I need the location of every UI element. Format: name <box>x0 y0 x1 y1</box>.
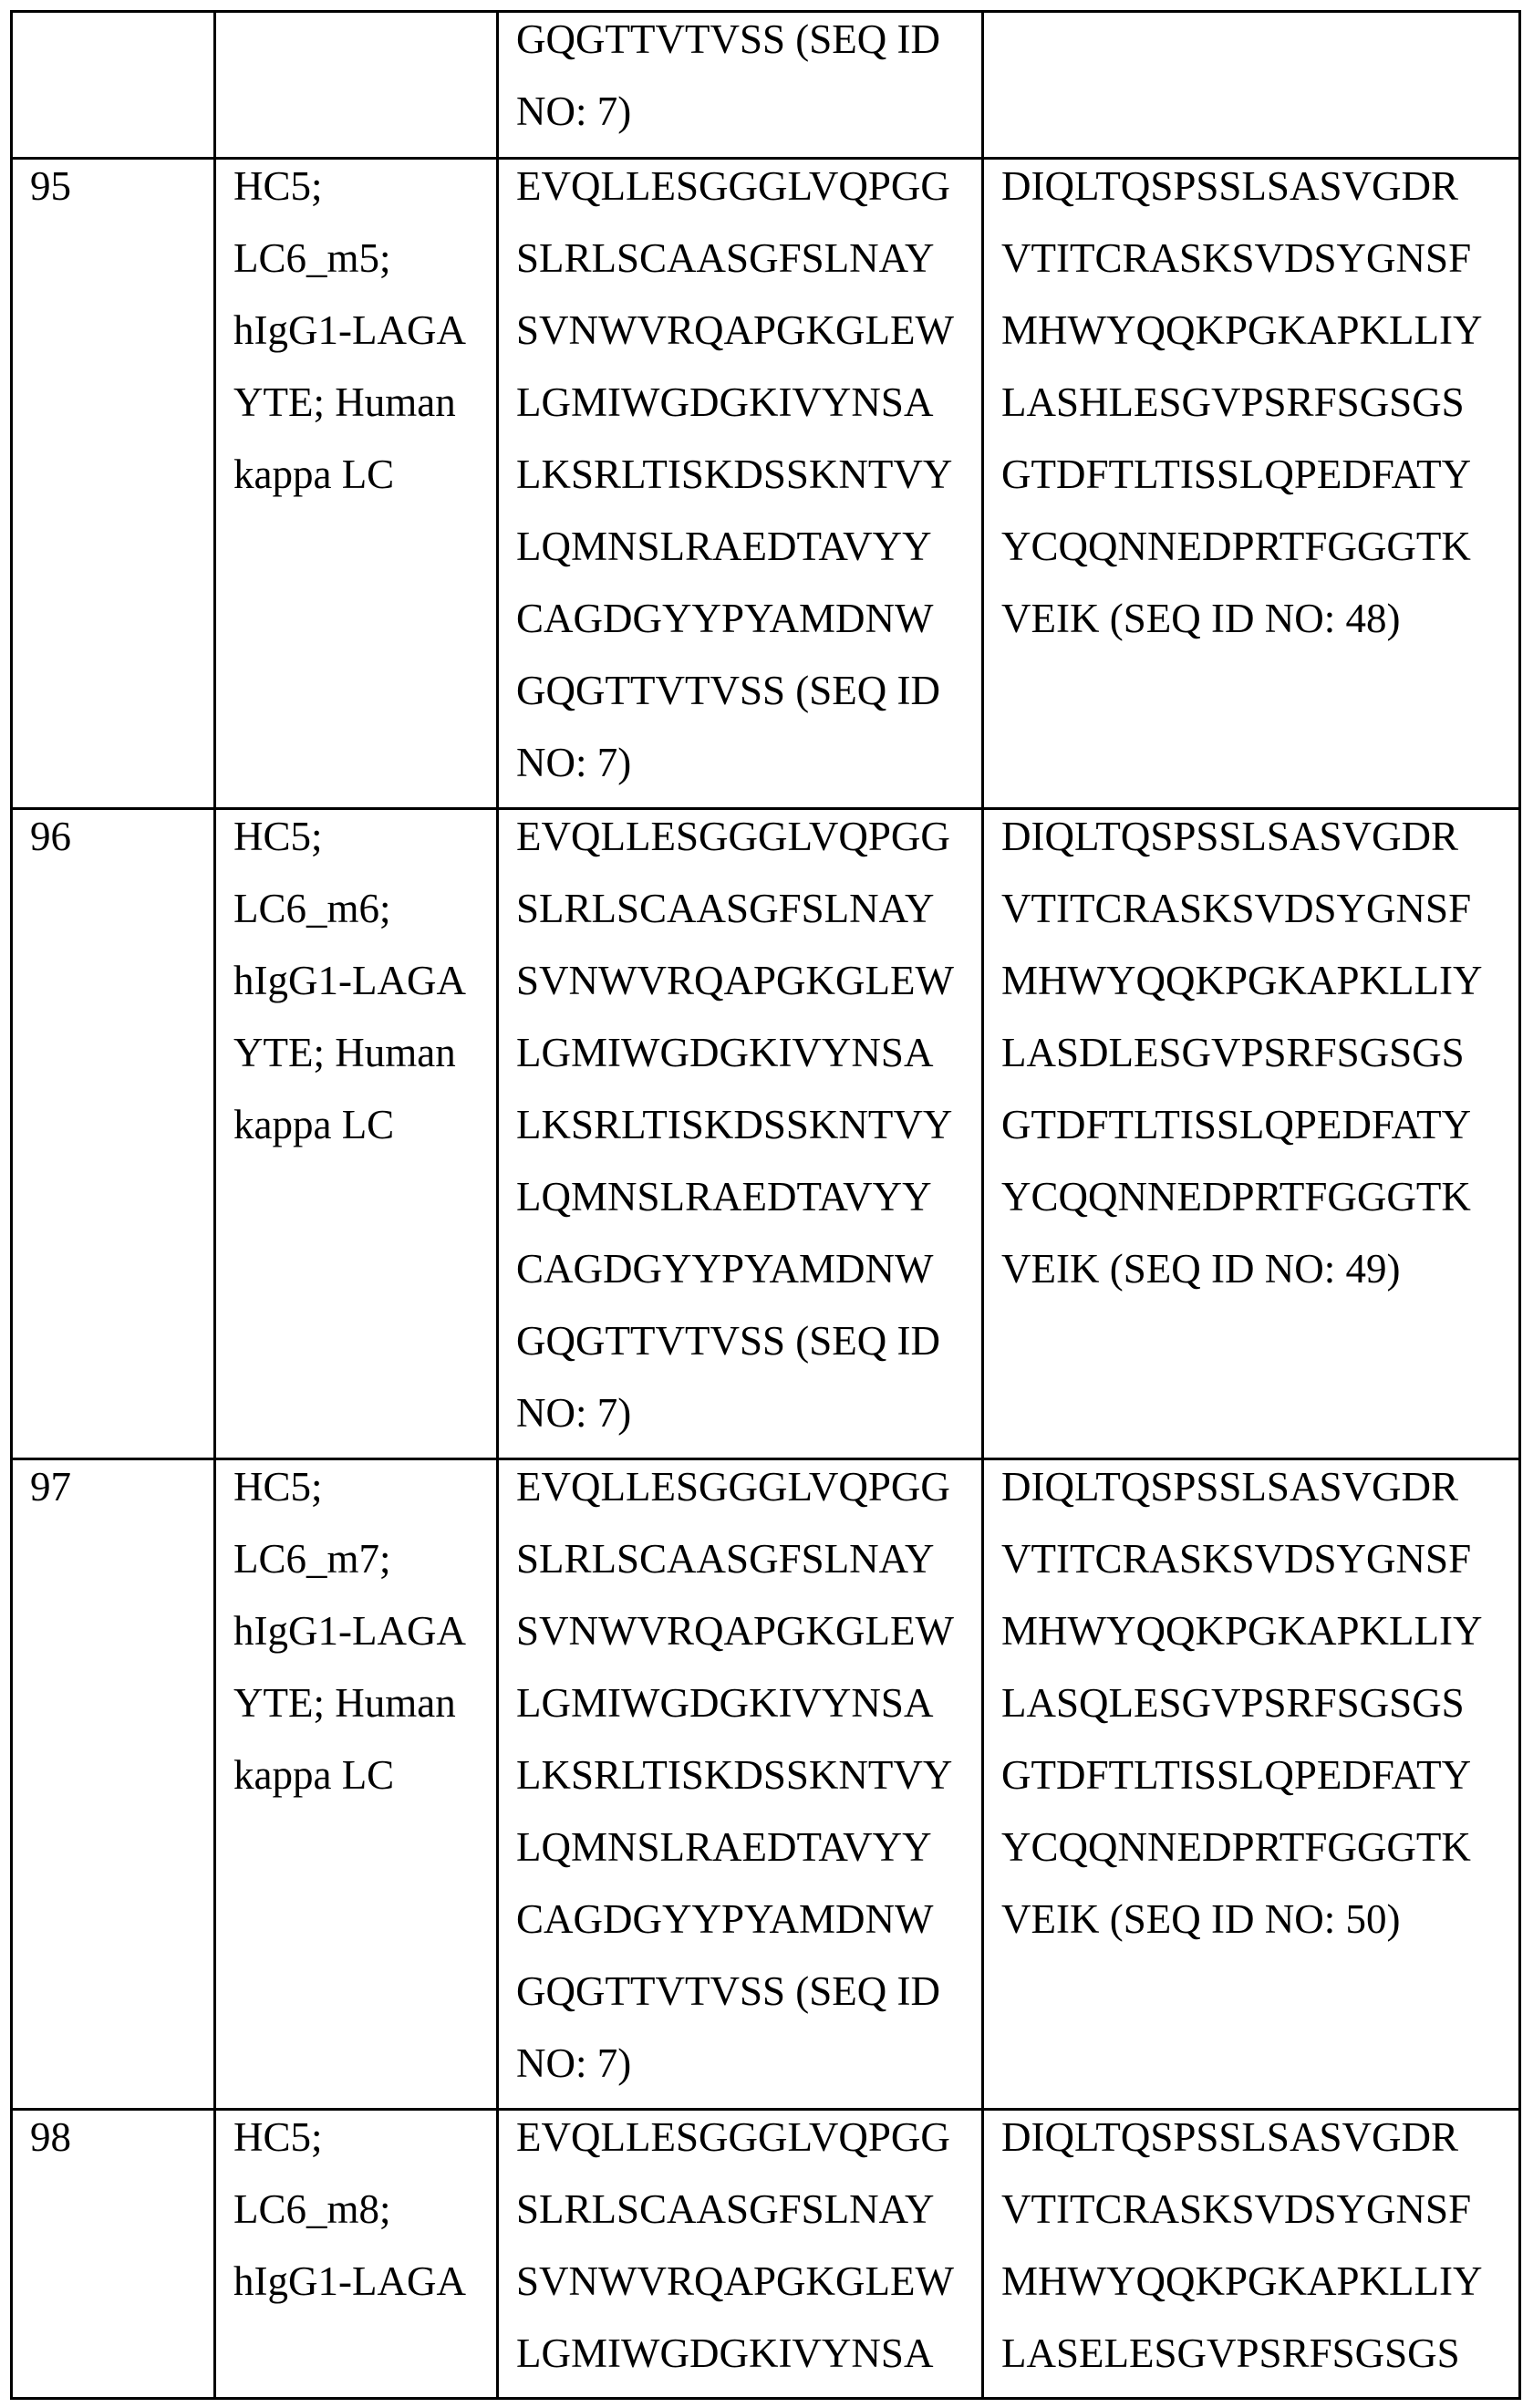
lc-line: VTITCRASKSVDSYGNSF <box>1001 235 1472 281</box>
lc-line: VTITCRASKSVDSYGNSF <box>1001 1536 1472 1582</box>
hc-line: SVNWVRQAPGKGLEW <box>516 958 954 1003</box>
lc-line: DIQLTQSPSSLSASVGDR <box>1001 163 1458 209</box>
row-number: 98 <box>30 2114 71 2160</box>
table-row-continuation <box>12 12 1520 159</box>
name-line: HC5; <box>233 2114 323 2160</box>
hc-line: LQMNSLRAEDTAVYY <box>516 524 932 569</box>
name-line: kappa LC <box>233 452 395 497</box>
lc-line: GTDFTLTISSLQPEDFATY <box>1001 1752 1472 1798</box>
hc-line: EVQLLESGGGLVQPGG <box>516 2114 950 2160</box>
hc-line: NO: 7) <box>516 1390 632 1436</box>
cell-construct-name <box>215 12 498 159</box>
table-row-96 <box>12 809 1520 1459</box>
hc-line: CAGDGYYPYAMDNW <box>516 596 934 641</box>
cell-light-chain <box>983 809 1520 1459</box>
hc-line: LGMIWGDGKIVYNSA <box>516 379 934 425</box>
lc-line: YCQQNNEDPRTFGGGTK <box>1001 1824 1471 1870</box>
lc-line: VTITCRASKSVDSYGNSF <box>1001 886 1472 931</box>
hc-line: CAGDGYYPYAMDNW <box>516 1896 934 1942</box>
hc-line: LQMNSLRAEDTAVYY <box>516 1174 932 1220</box>
lc-line: LASDLESGVPSRFSGSGS <box>1001 1030 1465 1075</box>
name-line: LC6_m8; <box>233 2186 391 2232</box>
row-number: 97 <box>30 1464 71 1510</box>
hc-line: LKSRLTISKDSSKNTVY <box>516 452 953 497</box>
lc-line: MHWYQQKPGKAPKLLIY <box>1001 958 1483 1003</box>
name-line: hIgG1-LAGA <box>233 2258 466 2304</box>
name-line: HC5; <box>233 814 323 859</box>
lc-line: VTITCRASKSVDSYGNSF <box>1001 2186 1472 2232</box>
lc-line: VEIK (SEQ ID NO: 50) <box>1001 1896 1401 1942</box>
name-line: LC6_m7; <box>233 1536 391 1582</box>
hc-line: LGMIWGDGKIVYNSA <box>516 1680 934 1726</box>
lc-line: YCQQNNEDPRTFGGGTK <box>1001 1174 1471 1220</box>
cell-number <box>12 1459 215 2110</box>
hc-line: SLRLSCAASGFSLNAY <box>516 886 935 931</box>
cell-number <box>12 12 215 159</box>
lc-line: MHWYQQKPGKAPKLLIY <box>1001 2258 1483 2304</box>
hc-line: NO: 7) <box>516 88 632 134</box>
name-line: HC5; <box>233 1464 323 1510</box>
name-line: HC5; <box>233 163 323 209</box>
table-row-97 <box>12 1459 1520 2110</box>
hc-line: SLRLSCAASGFSLNAY <box>516 1536 935 1582</box>
lc-line: LASQLESGVPSRFSGSGS <box>1001 1680 1465 1726</box>
hc-line: GQGTTVTVSS (SEQ ID <box>516 1318 940 1364</box>
table-row-98 <box>12 2110 1520 2399</box>
hc-line: SVNWVRQAPGKGLEW <box>516 1608 954 1654</box>
lc-line: DIQLTQSPSSLSASVGDR <box>1001 814 1458 859</box>
cell-number <box>12 2110 215 2399</box>
table-row-95 <box>12 159 1520 809</box>
name-line: YTE; Human <box>233 1680 456 1726</box>
name-line: YTE; Human <box>233 1030 456 1075</box>
hc-line: NO: 7) <box>516 2040 632 2086</box>
cell-heavy-chain <box>498 809 983 1459</box>
cell-number <box>12 159 215 809</box>
lc-line: MHWYQQKPGKAPKLLIY <box>1001 307 1483 353</box>
cell-heavy-chain <box>498 1459 983 2110</box>
hc-line: LGMIWGDGKIVYNSA <box>516 2330 934 2376</box>
lc-line: GTDFTLTISSLQPEDFATY <box>1001 1102 1472 1147</box>
sequence-table <box>10 10 1521 2400</box>
cell-heavy-chain <box>498 159 983 809</box>
lc-line: GTDFTLTISSLQPEDFATY <box>1001 452 1472 497</box>
hc-line: GQGTTVTVSS (SEQ ID <box>516 1968 940 2014</box>
hc-line: SLRLSCAASGFSLNAY <box>516 2186 935 2232</box>
lc-line: MHWYQQKPGKAPKLLIY <box>1001 1608 1483 1654</box>
cell-construct-name <box>215 159 498 809</box>
lc-line: YCQQNNEDPRTFGGGTK <box>1001 524 1471 569</box>
cell-construct-name <box>215 1459 498 2110</box>
lc-line: DIQLTQSPSSLSASVGDR <box>1001 1464 1458 1510</box>
name-line: kappa LC <box>233 1752 395 1798</box>
row-number: 95 <box>30 163 71 209</box>
cell-construct-name <box>215 2110 498 2399</box>
cell-heavy-chain <box>498 2110 983 2399</box>
row-number <box>30 12 213 77</box>
hc-line: NO: 7) <box>516 740 632 785</box>
hc-line: EVQLLESGGGLVQPGG <box>516 163 950 209</box>
cell-light-chain <box>983 12 1520 159</box>
name-line: LC6_m5; <box>233 235 391 281</box>
name-line: LC6_m6; <box>233 886 391 931</box>
cell-heavy-chain <box>498 12 983 159</box>
hc-line: SVNWVRQAPGKGLEW <box>516 2258 954 2304</box>
lc-line: VEIK (SEQ ID NO: 48) <box>1001 596 1401 641</box>
hc-line: CAGDGYYPYAMDNW <box>516 1246 934 1292</box>
name-line: kappa LC <box>233 1102 395 1147</box>
hc-line: EVQLLESGGGLVQPGG <box>516 814 950 859</box>
lc-line: LASELESGVPSRFSGSGS <box>1001 2330 1460 2376</box>
name-line: hIgG1-LAGA <box>233 307 466 353</box>
name-line: YTE; Human <box>233 379 456 425</box>
name-line: hIgG1-LAGA <box>233 958 466 1003</box>
hc-line: LQMNSLRAEDTAVYY <box>516 1824 932 1870</box>
hc-line: LKSRLTISKDSSKNTVY <box>516 1102 953 1147</box>
name-line: hIgG1-LAGA <box>233 1608 466 1654</box>
lc-line: LASHLESGVPSRFSGSGS <box>1001 379 1465 425</box>
cell-light-chain <box>983 2110 1520 2399</box>
hc-line: GQGTTVTVSS (SEQ ID <box>516 16 940 62</box>
hc-line: EVQLLESGGGLVQPGG <box>516 1464 950 1510</box>
lc-line: VEIK (SEQ ID NO: 49) <box>1001 1246 1401 1292</box>
hc-line: SLRLSCAASGFSLNAY <box>516 235 935 281</box>
lc-line: DIQLTQSPSSLSASVGDR <box>1001 2114 1458 2160</box>
row-number: 96 <box>30 814 71 859</box>
cell-number <box>12 809 215 1459</box>
cell-light-chain <box>983 1459 1520 2110</box>
hc-line: SVNWVRQAPGKGLEW <box>516 307 954 353</box>
hc-line: LKSRLTISKDSSKNTVY <box>516 1752 953 1798</box>
hc-line: LGMIWGDGKIVYNSA <box>516 1030 934 1075</box>
hc-line: GQGTTVTVSS (SEQ ID <box>516 668 940 713</box>
cell-light-chain <box>983 159 1520 809</box>
cell-construct-name <box>215 809 498 1459</box>
